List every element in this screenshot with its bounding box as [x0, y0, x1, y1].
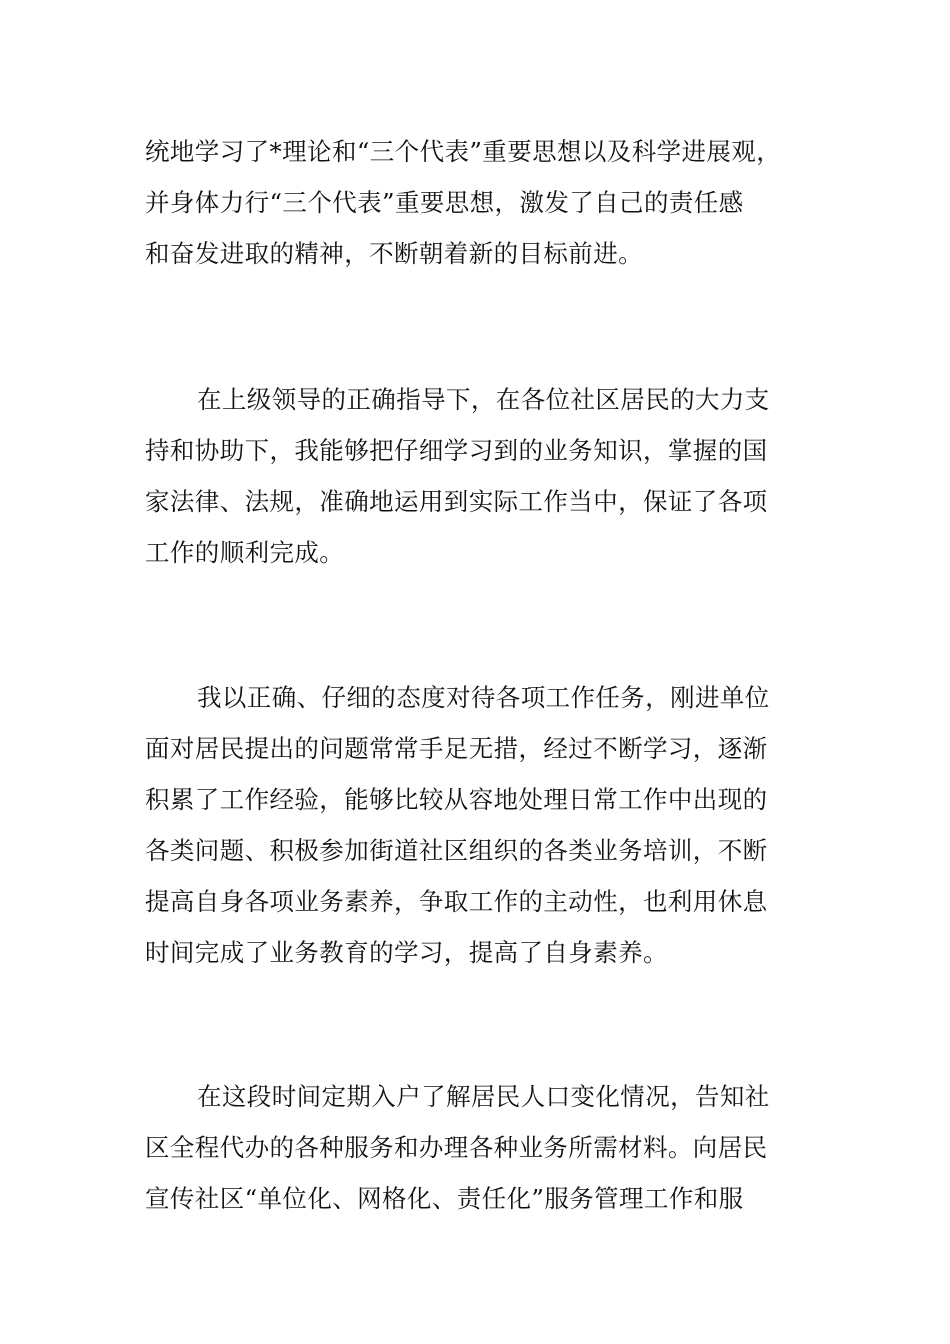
paragraph-line: 工作的顺利完成。: [145, 538, 345, 567]
paragraph-line: 积累了工作经验，能够比较从容地处理日常工作中出现的: [145, 785, 768, 814]
paragraph-line: 各类问题、积极参加街道社区组织的各类业务培训，不断: [145, 836, 768, 865]
paragraph-line: 持和协助下，我能够把仔细学习到的业务知识，掌握的国: [145, 436, 768, 465]
paragraph-line: 家法律、法规，准确地运用到实际工作当中，保证了各项: [145, 487, 768, 516]
paragraph-line: 我以正确、仔细的态度对待各项工作任务，刚进单位: [197, 683, 770, 712]
paragraph-3: [145, 672, 811, 978]
paragraph-1: [145, 126, 811, 279]
paragraph-line: 提高自身各项业务素养，争取工作的主动性，也利用休息: [145, 887, 768, 916]
paragraph-line: 时间完成了业务教育的学习，提高了自身素养。: [145, 938, 668, 967]
paragraph-4: [145, 1071, 811, 1224]
paragraph-line: 区全程代办的各种服务和办理各种业务所需材料。向居民: [145, 1133, 768, 1162]
paragraph-2: [145, 374, 811, 578]
paragraph-line: 在上级领导的正确指导下，在各位社区居民的大力支: [197, 385, 770, 414]
paragraph-line: 在这段时间定期入户了解居民人口变化情况，告知社: [197, 1082, 770, 1111]
paragraph-line: 并身体力行“三个代表”重要思想，激发了自己的责任感: [145, 188, 744, 217]
paragraph-line: 统地学习了*理论和“三个代表”重要思想以及科学进展观，: [145, 137, 782, 166]
paragraph-line: 面对居民提出的问题常常手足无措，经过不断学习，逐渐: [145, 734, 768, 763]
paragraph-line: 宣传社区“单位化、网格化、责任化”服务管理工作和服: [145, 1184, 744, 1213]
paragraph-line: 和奋发进取的精神，不断朝着新的目标前进。: [145, 239, 643, 268]
